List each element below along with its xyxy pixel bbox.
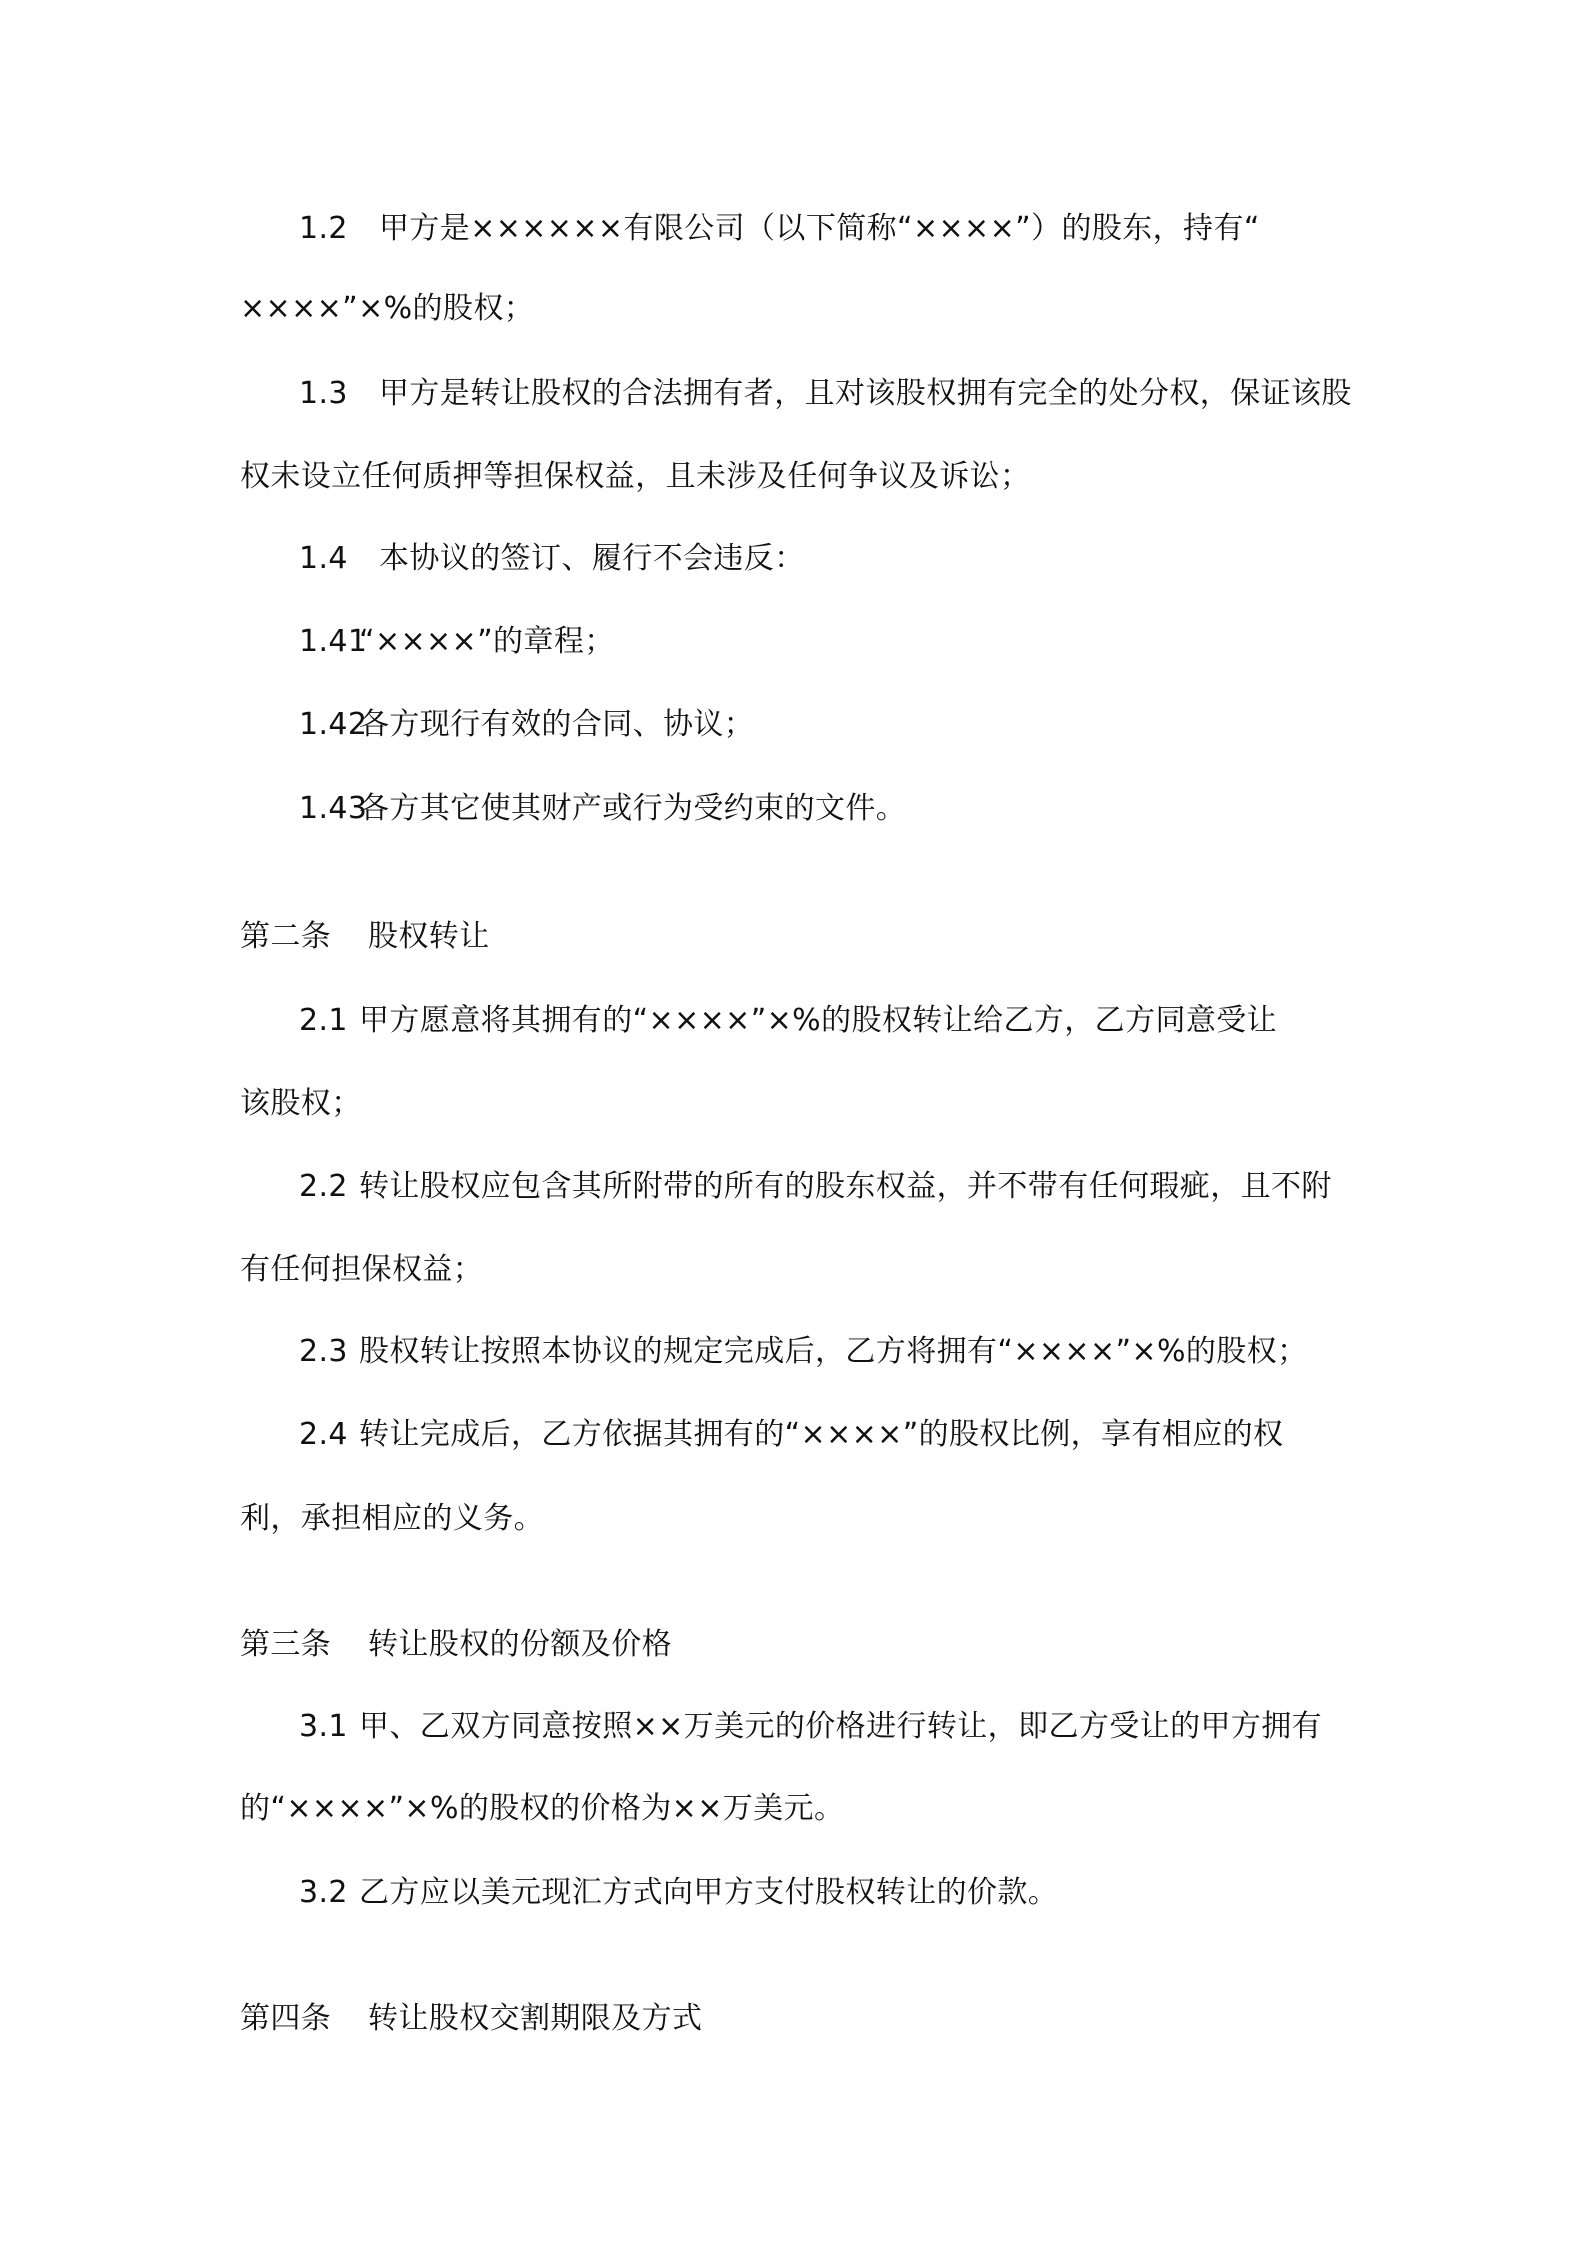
clause-2-2-line-1 xyxy=(299,1168,1332,1206)
clause-text: 各方其它使其财产或行为受约束的文件。 xyxy=(359,791,907,826)
clause-2-4-line-2 xyxy=(240,1500,544,1538)
article-number: 第三条 xyxy=(240,1627,332,1662)
clause-2-2-line-2 xyxy=(240,1251,483,1289)
clause-1-2-line-1 xyxy=(299,210,1260,248)
clause-number: 2.3 xyxy=(299,1334,348,1369)
clause-text: 各方现行有效的合同、协议； xyxy=(359,707,755,742)
clause-number: 1.4 xyxy=(299,541,348,576)
clause-1-2-line-2 xyxy=(240,290,534,328)
clause-2-4-line-1 xyxy=(299,1416,1283,1454)
clause-1-43 xyxy=(299,790,906,828)
clause-text: 乙方应以美元现汇方式向甲方支付股权转让的价款。 xyxy=(359,1875,1059,1910)
clause-3-1-line-2 xyxy=(240,1790,844,1828)
clause-number: 3.2 xyxy=(299,1875,348,1910)
clause-1-4 xyxy=(299,540,805,578)
clause-number: 1.2 xyxy=(299,211,348,246)
clause-text: 转让完成后，乙方依据其拥有的“××××”的股权比例，享有相应的权 xyxy=(359,1417,1284,1452)
article-3-heading xyxy=(240,1626,672,1664)
clause-text: 甲方愿意将其拥有的“××××”×%的股权转让给乙方，乙方同意受让 xyxy=(359,1003,1278,1038)
clause-text: 有任何担保权益； xyxy=(240,1252,484,1287)
clause-number: 2.1 xyxy=(299,1003,348,1038)
article-title: 转让股权交割期限及方式 xyxy=(368,2001,703,2036)
clause-2-1-line-1 xyxy=(299,1002,1277,1040)
clause-1-3-line-1 xyxy=(299,375,1352,413)
article-number: 第四条 xyxy=(240,2001,332,2036)
article-title: 股权转让 xyxy=(368,919,490,954)
clause-text: 权未设立任何质押等担保权益，且未涉及任何争议及诉讼； xyxy=(240,459,1031,494)
clause-number: 1.43 xyxy=(299,791,368,826)
clause-3-1-line-1 xyxy=(299,1708,1322,1746)
article-title: 转让股权的份额及价格 xyxy=(368,1627,672,1662)
clause-number: 1.41 xyxy=(299,624,368,659)
clause-number: 1.42 xyxy=(299,707,368,742)
clause-1-3-line-2 xyxy=(240,458,1030,496)
clause-text: 甲方是转让股权的合法拥有者，且对该股权拥有完全的处分权，保证该股 xyxy=(379,376,1352,411)
clause-text: 利，承担相应的义务。 xyxy=(240,1501,544,1536)
clause-text: 该股权； xyxy=(240,1086,362,1121)
clause-text: 本协议的签订、履行不会违反： xyxy=(379,541,805,576)
clause-1-42 xyxy=(299,706,754,744)
clause-text: 甲方是××××××有限公司（以下简称“××××”）的股东，持有“ xyxy=(379,211,1260,246)
clause-1-41 xyxy=(299,623,615,661)
article-number: 第二条 xyxy=(240,919,332,954)
clause-number: 2.4 xyxy=(299,1417,348,1452)
clause-text: 股权转让按照本协议的规定完成后，乙方将拥有“××××”×%的股权； xyxy=(359,1334,1308,1369)
clause-number: 1.3 xyxy=(299,376,348,411)
clause-3-2 xyxy=(299,1874,1058,1912)
clause-2-1-line-2 xyxy=(240,1085,362,1123)
clause-number: 3.1 xyxy=(299,1709,348,1744)
clause-text: ××××”×%的股权； xyxy=(240,291,535,326)
clause-number: 2.2 xyxy=(299,1169,348,1204)
article-4-heading xyxy=(240,2000,702,2038)
clause-text: 甲、乙双方同意按照××万美元的价格进行转让，即乙方受让的甲方拥有 xyxy=(359,1709,1323,1744)
clause-text: 的“××××”×%的股权的价格为××万美元。 xyxy=(240,1791,845,1826)
clause-text: 转让股权应包含其所附带的所有的股东权益，并不带有任何瑕疵，且不附 xyxy=(359,1169,1332,1204)
article-2-heading xyxy=(240,918,490,956)
clause-2-3 xyxy=(299,1333,1307,1371)
clause-text: “××××”的章程； xyxy=(359,624,615,659)
